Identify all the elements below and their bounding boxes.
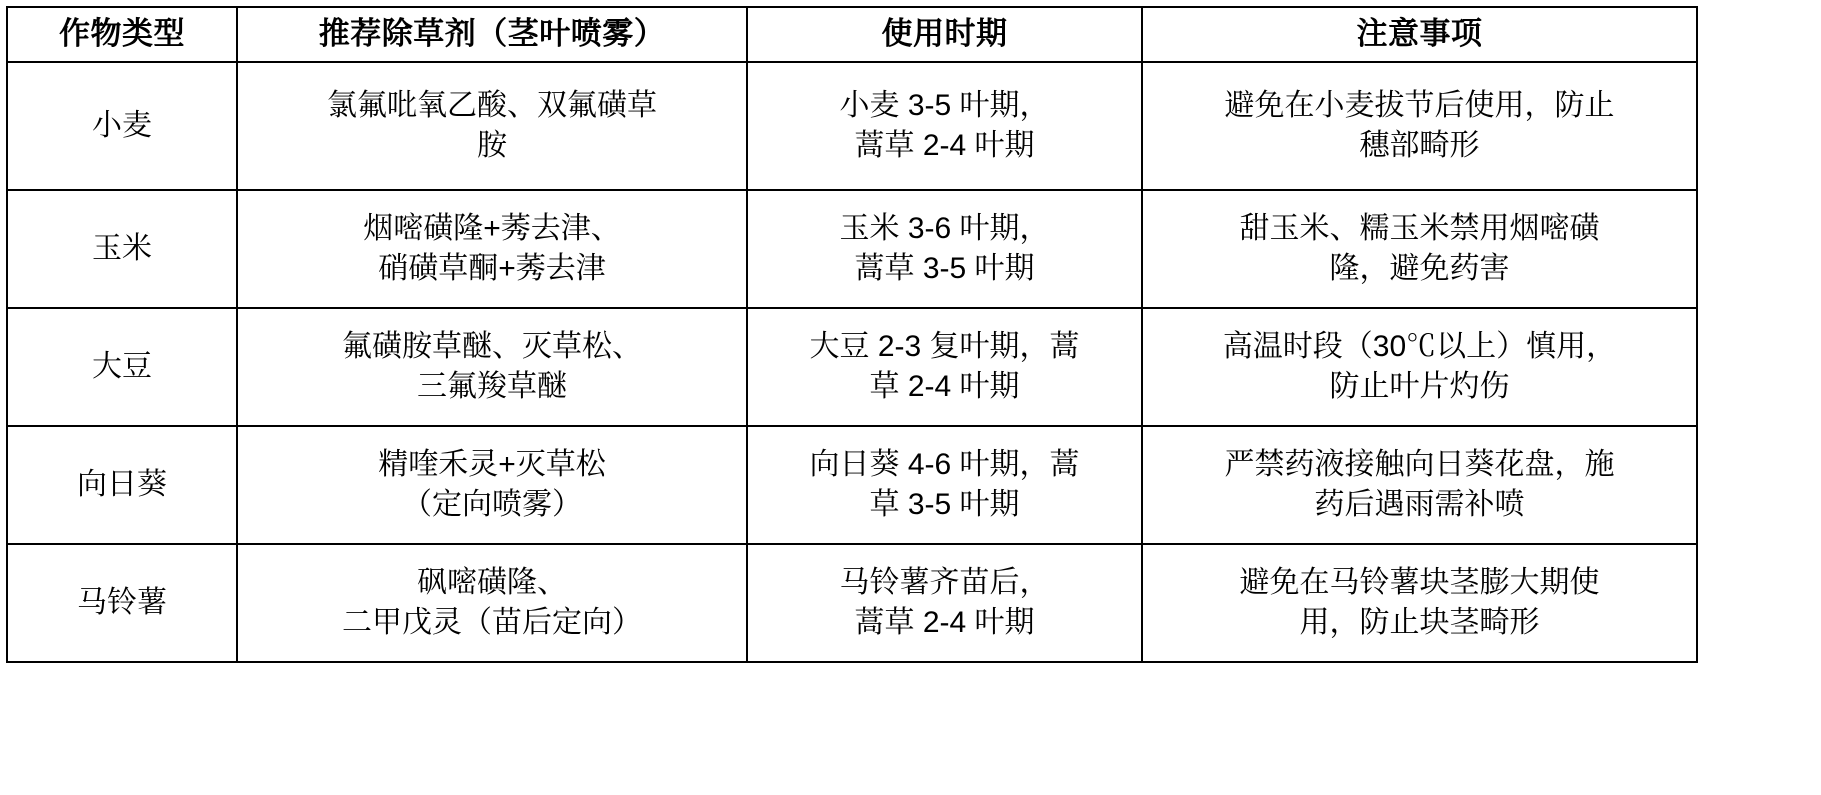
table-row: [7, 190, 1697, 308]
table-row: [7, 308, 1697, 426]
cell-crop-type: 大豆: [7, 308, 237, 426]
cell-line: 防止叶片灼伤: [1329, 369, 1510, 403]
cell-line: 穗部畸形: [1359, 128, 1480, 162]
cell-notes: [1142, 308, 1697, 426]
cell-line: 烟嘧磺隆+莠去津、: [363, 212, 621, 246]
cell-line: 三氟羧草醚: [417, 369, 567, 403]
column-header-precautions: 注意事项: [1142, 7, 1697, 62]
cell-line: 隆，避免药害: [1329, 251, 1510, 285]
table-header: [7, 7, 1697, 62]
cell-line: 氟磺胺草醚、灭草松、: [342, 330, 642, 364]
table-row: [7, 544, 1697, 662]
table-row: [7, 426, 1697, 544]
cell-line: 蒿草 2-4 叶期: [854, 128, 1035, 162]
table-body: [7, 62, 1697, 662]
cell-line: 二甲戊灵（苗后定向）: [342, 605, 642, 639]
cell-line: 硝磺草酮+莠去津: [378, 251, 606, 285]
cell-line: 用，防止块茎畸形: [1299, 605, 1540, 639]
cell-line: 药后遇雨需补喷: [1314, 487, 1525, 521]
table-row: [7, 62, 1697, 190]
cell-line: 砜嘧磺隆、: [417, 566, 567, 600]
cell-crop-type: 玉米: [7, 190, 237, 308]
cell-line: 严禁药液接触向日葵花盘，施: [1224, 448, 1615, 482]
cell-line: 精喹禾灵+灭草松: [378, 448, 606, 482]
cell-crop-type: 向日葵: [7, 426, 237, 544]
cell-timing: [747, 62, 1142, 190]
table-header-row: [7, 7, 1697, 62]
column-header-application-period: 使用时期: [747, 7, 1142, 62]
cell-herbicide: [237, 62, 747, 190]
cell-line: 胺: [477, 128, 507, 162]
cell-line: （定向喷雾）: [402, 487, 582, 521]
cell-herbicide: [237, 426, 747, 544]
cell-timing: [747, 426, 1142, 544]
cell-line: 蒿草 3-5 叶期: [854, 251, 1035, 285]
cell-notes: [1142, 190, 1697, 308]
cell-timing: [747, 544, 1142, 662]
cell-line: 马铃薯齐苗后，: [839, 566, 1050, 600]
cell-line: 蒿草 2-4 叶期: [854, 605, 1035, 639]
column-header-crop-type: 作物类型: [7, 7, 237, 62]
cell-line: 甜玉米、糯玉米禁用烟嘧磺: [1239, 212, 1600, 246]
herbicide-recommendation-table: [6, 6, 1698, 663]
cell-herbicide: [237, 308, 747, 426]
cell-notes: [1142, 544, 1697, 662]
column-header-recommended-herbicide: 推荐除草剂（茎叶喷雾）: [237, 7, 747, 62]
cell-line: 草 2-4 叶期: [869, 369, 1020, 403]
cell-notes: [1142, 426, 1697, 544]
cell-line: 向日葵 4-6 叶期，蒿: [809, 448, 1080, 482]
cell-timing: [747, 190, 1142, 308]
cell-herbicide: [237, 544, 747, 662]
cell-line: 小麦 3-5 叶期，: [839, 89, 1050, 123]
cell-line: 氯氟吡氧乙酸、双氟磺草: [327, 89, 657, 123]
cell-crop-type: 马铃薯: [7, 544, 237, 662]
cell-notes: [1142, 62, 1697, 190]
cell-herbicide: [237, 190, 747, 308]
cell-line: 大豆 2-3 复叶期，蒿: [809, 330, 1080, 364]
cell-line: 避免在马铃薯块茎膨大期使: [1239, 566, 1600, 600]
cell-line: 避免在小麦拔节后使用，防止: [1224, 89, 1615, 123]
cell-line: 高温时段（30℃以上）慎用，: [1222, 330, 1617, 364]
cell-crop-type: 小麦: [7, 62, 237, 190]
cell-line: 草 3-5 叶期: [869, 487, 1020, 521]
cell-line: 玉米 3-6 叶期，: [839, 212, 1050, 246]
cell-timing: [747, 308, 1142, 426]
